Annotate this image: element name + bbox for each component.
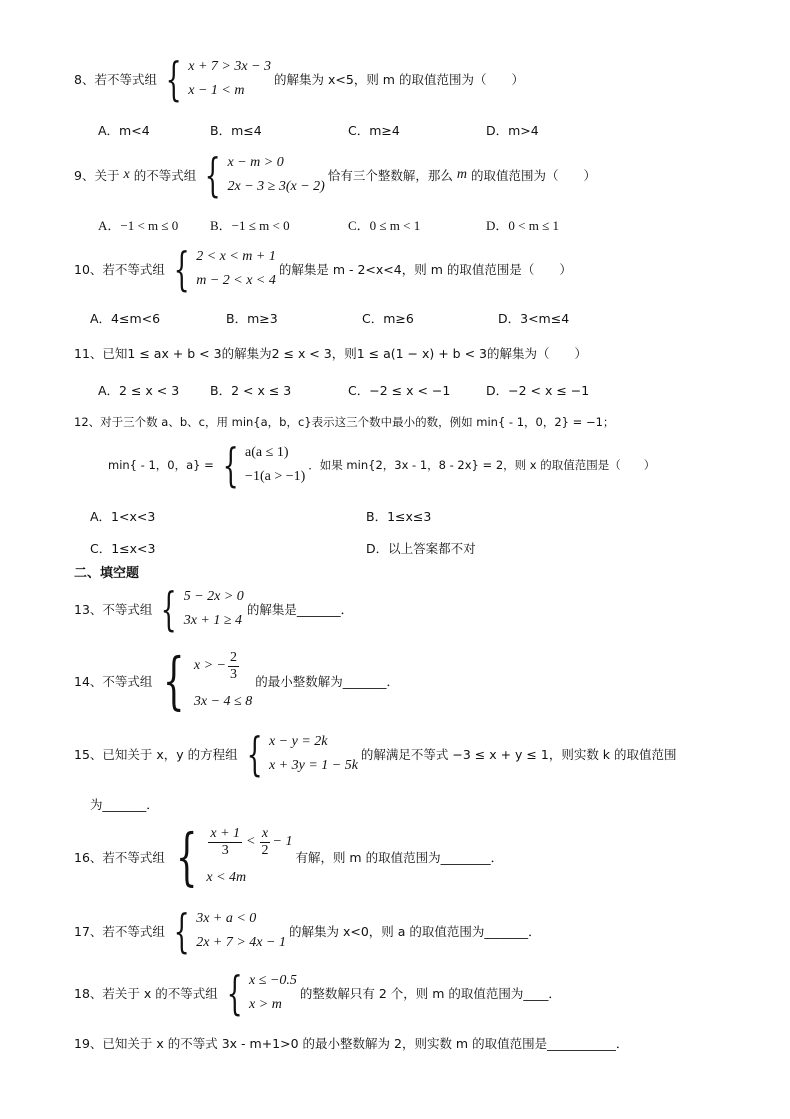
left-brace: {: [173, 242, 190, 296]
option-d[interactable]: D．以上答案都不对: [366, 541, 476, 556]
denominator: 3: [229, 667, 237, 683]
question-number: 17、: [74, 924, 103, 939]
question-text: 已知关于 x 的不等式 3x - m+1>0 的最小整数解为 2，则实数 m 的取值范围是___________．: [102, 1036, 629, 1051]
equation-system: [240, 727, 358, 781]
inequality-system: [159, 52, 272, 106]
inequality-system: [220, 966, 297, 1020]
question-number: 10、: [74, 262, 103, 277]
question-12-line2: [108, 438, 656, 492]
option-d[interactable]: D．3<m≤4: [498, 311, 570, 326]
question-text: 的整数解只有 2 个，则 m 的取值范围为____．: [299, 986, 561, 1001]
numerator: x: [260, 826, 270, 843]
question-18: [74, 966, 561, 1020]
question-text: 若不等式组: [94, 72, 157, 87]
option-c[interactable]: C．1≤x<3: [90, 541, 156, 556]
question-text: 的解满足不等式 −3 ≤ x + y ≤ 1，则实数 k 的取值范围: [360, 747, 677, 762]
left-brace: {: [204, 148, 221, 202]
left-brace: {: [163, 644, 185, 717]
question-number: 15、: [74, 747, 103, 762]
left-brace: {: [222, 438, 239, 492]
question-text: 的解集是 m - 2<x<4，则 m 的取值范围是（ ）: [278, 262, 572, 277]
system-line: 3x + a < 0: [196, 911, 257, 926]
question-text: 对于三个数 a、b、c，用 min{a，b，c}表示这三个数中最小的数，例如 min{ - 1，0，2} = −1；: [100, 415, 615, 429]
system-line: −1(a > −1): [245, 468, 306, 484]
question-text: 的最小整数解为_______．: [255, 674, 399, 689]
question-17: [74, 904, 541, 958]
option-b[interactable]: B．1≤x≤3: [366, 509, 432, 524]
left-brace: {: [246, 727, 263, 781]
system-line: x − y = 2k: [268, 734, 328, 749]
question-text: 若不等式组: [102, 850, 165, 865]
question-8: [74, 52, 524, 106]
option-a[interactable]: A．m<4: [98, 123, 150, 138]
operator: <: [246, 834, 256, 850]
question-text: 有解，则 m 的取值范围为________．: [295, 850, 504, 865]
denominator: 2: [261, 843, 269, 859]
inequality-system: [154, 582, 244, 636]
section-heading: 二、填空题: [74, 566, 140, 581]
expression: − 1: [272, 834, 293, 850]
question-text: 已知1 ≤ ax + b < 3的解集为2 ≤ x < 3，则1 ≤ a(1 − x) + b < 3的解集为（ ）: [102, 346, 587, 361]
inequality-system: [167, 242, 276, 296]
inequality-system: [167, 904, 286, 958]
system-line: x < 4m: [206, 869, 247, 885]
question-number: 14、: [74, 674, 103, 689]
question-number: 13、: [74, 602, 103, 617]
system-line: x − m > 0: [227, 155, 284, 170]
system-line: x + 7 > 3x − 3: [188, 59, 272, 74]
fraction: [260, 826, 271, 859]
inequality-system: [167, 820, 293, 893]
system-line: a(a ≤ 1): [245, 445, 289, 460]
system-line: 5 − 2x > 0: [183, 589, 244, 604]
system-line: [206, 826, 292, 859]
question-16: [74, 820, 504, 893]
question-10: [74, 242, 572, 296]
question-number: 19、: [74, 1036, 103, 1051]
option-b[interactable]: B．2 < x ≤ 3: [210, 383, 292, 398]
question-number: 12、: [74, 415, 101, 429]
system-line: 2x + 7 > 4x − 1: [196, 934, 286, 950]
question-14: [74, 644, 399, 717]
question-15: [74, 727, 677, 781]
inequality-system: [154, 644, 253, 717]
system-line: [194, 650, 252, 683]
question-text: 的解集为 x<0，则 a 的取值范围为_______．: [288, 924, 541, 939]
question-11: [74, 344, 587, 362]
option-b[interactable]: B．m≤4: [210, 123, 262, 138]
question-number: 11、: [74, 346, 103, 361]
question-text: 的解集是_______．: [246, 602, 354, 617]
option-c[interactable]: C．−2 ≤ x < −1: [348, 383, 451, 398]
question-text: ．如果 min{2，3x - 1，8 - 2x} = 2，则 x 的取值范围是（ ）: [308, 458, 656, 472]
question-13: [74, 582, 354, 636]
question-text: 已知关于 x，y 的方程组: [102, 747, 238, 762]
option-d[interactable]: D．−2 < x ≤ −1: [486, 383, 590, 398]
denominator: 3: [221, 843, 229, 859]
fraction: [228, 650, 239, 683]
option-c[interactable]: C．0 ≤ m < 1: [348, 218, 421, 233]
option-a[interactable]: A．2 ≤ x < 3: [98, 383, 180, 398]
system-line: 3x + 1 ≥ 4: [183, 612, 243, 628]
option-b[interactable]: B．m≥3: [226, 311, 278, 326]
option-b[interactable]: B．−1 ≤ m < 0: [210, 218, 290, 233]
option-d[interactable]: D．m>4: [486, 123, 539, 138]
system-line: 2x − 3 ≥ 3(x − 2): [227, 178, 325, 194]
question-text: 不等式组: [102, 602, 153, 617]
question-text: 若不等式组: [102, 262, 165, 277]
question-12: [74, 414, 614, 430]
question-text: 关于: [94, 168, 120, 183]
system-line: x + 3y = 1 − 5k: [268, 757, 358, 773]
system-line: m − 2 < x < 4: [196, 272, 276, 288]
left-brace: {: [173, 904, 190, 958]
question-text: min{ - 1，0，a} =: [108, 458, 214, 472]
option-c[interactable]: C．m≥4: [348, 123, 400, 138]
option-d[interactable]: D．0 < m ≤ 1: [486, 218, 559, 233]
question-number: 9、: [74, 168, 95, 183]
question-text: 不等式组: [102, 674, 153, 689]
piecewise-definition: [216, 438, 306, 492]
question-text: 的解集为 x<5，则 m 的取值范围为（ ）: [274, 72, 524, 87]
expression: x > −: [193, 658, 226, 674]
question-text: 若不等式组: [102, 924, 165, 939]
option-a[interactable]: A．1<x<3: [90, 509, 156, 524]
option-c[interactable]: C．m≥6: [362, 311, 414, 326]
question-text: 恰有三个整数解，那么: [327, 168, 453, 183]
numerator: 2: [228, 650, 239, 667]
variable-m: m: [456, 167, 467, 182]
question-9: [74, 148, 596, 202]
option-a[interactable]: A．−1 < m ≤ 0: [98, 218, 179, 233]
question-text: 若关于 x 的不等式组: [102, 986, 218, 1001]
inequality-system: [198, 148, 325, 202]
system-line: 2 < x < m + 1: [196, 249, 276, 264]
numerator: x + 1: [208, 826, 242, 843]
left-brace: {: [175, 820, 198, 893]
variable-x: x: [123, 167, 130, 182]
question-text: 的不等式组: [133, 168, 197, 183]
question-number: 18、: [74, 986, 103, 1001]
left-brace: {: [165, 52, 182, 106]
question-number: 8、: [74, 72, 95, 87]
left-brace: {: [226, 966, 243, 1020]
question-15-line2: 为_______．: [90, 797, 159, 812]
question-number: 16、: [74, 850, 103, 865]
left-brace: {: [161, 582, 178, 636]
system-line: x − 1 < m: [188, 82, 245, 98]
question-text: 的取值范围为（ ）: [470, 168, 596, 183]
fraction: [208, 826, 242, 859]
system-line: 3x − 4 ≤ 8: [193, 693, 253, 709]
option-a[interactable]: A．4≤m<6: [90, 311, 161, 326]
system-line: x > m: [249, 996, 282, 1012]
question-19: [74, 1034, 628, 1052]
system-line: x ≤ −0.5: [249, 973, 297, 988]
